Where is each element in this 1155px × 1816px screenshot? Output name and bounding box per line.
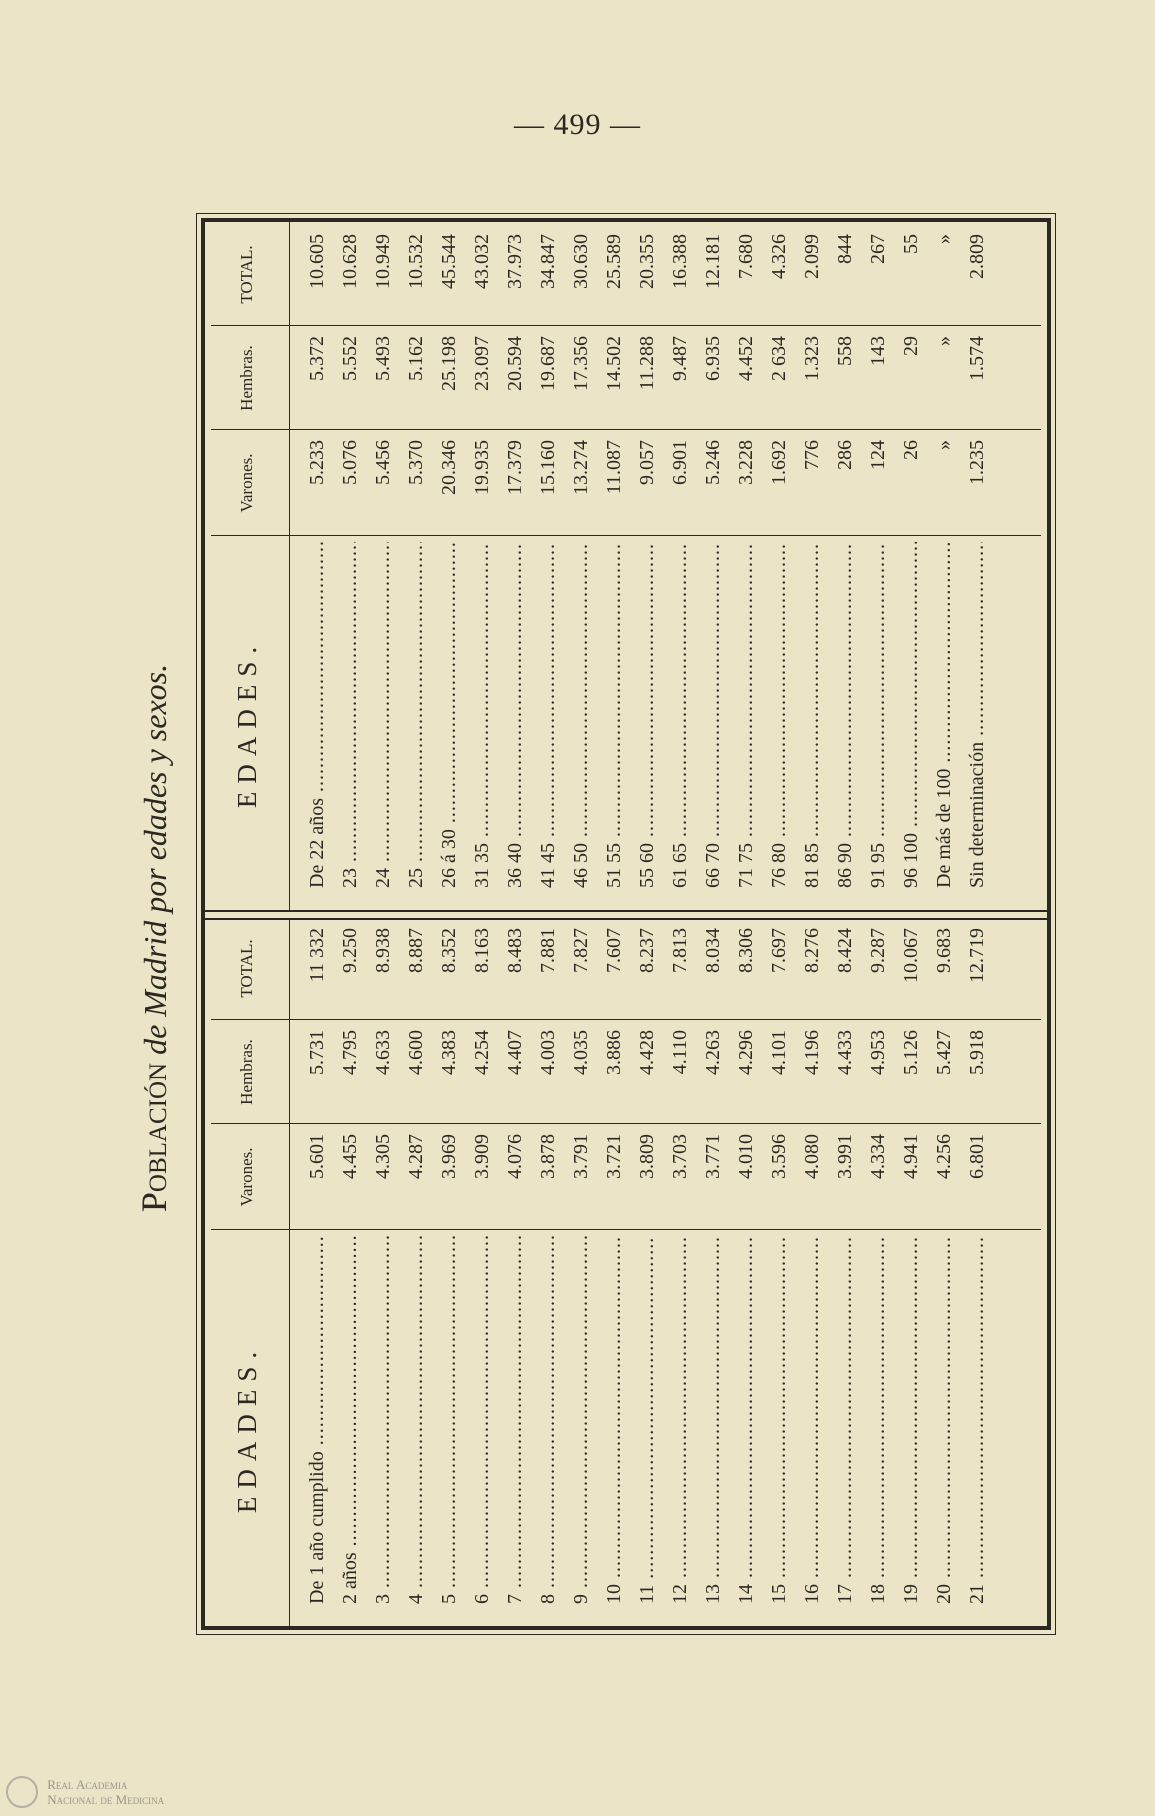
varones-value: 4.305 [372,1134,394,1179]
varones-value: 776 [801,440,823,470]
varones-value: 4.256 [933,1134,955,1179]
table-row [532,918,565,1626]
table-row [367,222,400,910]
age-label: 6 ..... [466,1236,499,1604]
total-value: 30.630 [570,234,592,289]
table-row [928,222,961,910]
table-row [532,222,565,910]
hembras-value: 4.600 [405,1030,427,1075]
age-label: 4 ..... [400,1236,433,1604]
table-row [928,918,961,1626]
varones-value: 3.703 [669,1134,691,1179]
hembras-value: 5.918 [966,1030,988,1075]
table-row [796,222,829,910]
table-row [400,918,433,1626]
age-label: 55 60 ..... [631,542,664,888]
hembras-value: 9.487 [669,336,691,381]
varones-value: 3.228 [735,440,757,485]
hembras-value: 25.198 [438,336,460,391]
total-value: 20.355 [636,234,658,289]
total-value: 55 [900,234,922,254]
varones-value: 15.160 [537,440,559,495]
age-label: 41 45 ..... [532,542,565,888]
header-varones-right: Varones. [237,453,256,513]
varones-value: 4.080 [801,1134,823,1179]
hembras-value: 6.935 [702,336,724,381]
header-total-right: TOTAL. [237,245,256,304]
table-row [862,918,895,1626]
varones-value: 286 [834,440,856,470]
hembras-value: » [933,336,955,346]
total-value: 9.250 [339,928,361,973]
age-label: De más de 100 ..... [928,542,961,888]
hembras-value: 17.356 [570,336,592,391]
total-value: 7.881 [537,928,559,973]
varones-value: 3.969 [438,1134,460,1179]
total-value: 10.532 [405,234,427,289]
table-row [334,222,367,910]
age-label: 36 40 ..... [499,542,532,888]
table-row [631,918,664,1626]
age-label: 9 ..... [565,1236,598,1604]
total-value: 8.237 [636,928,658,973]
varones-value: 4.010 [735,1134,757,1179]
hembras-value: 4.633 [372,1030,394,1075]
table-row [829,918,862,1626]
varones-value: 26 [900,440,922,460]
age-label: De 22 años ..... [301,542,334,888]
title-part-2: de Madrid por edades y sexos. [137,663,173,1055]
watermark-line-2: Nacional de Medicina [47,1792,165,1807]
table-row [631,222,664,910]
total-value: 8.938 [372,928,394,973]
age-label: 15 ..... [763,1236,796,1604]
varones-value: 4.287 [405,1134,427,1179]
age-label: 10 ..... [598,1236,631,1604]
age-label: 51 55 ..... [598,542,631,888]
hembras-value: 5.126 [900,1030,922,1075]
age-label: 13 ..... [697,1236,730,1604]
age-label: 91 95 ..... [862,542,895,888]
varones-value: 17.379 [504,440,526,495]
table-row [499,918,532,1626]
total-value: 8.034 [702,928,724,973]
hembras-value: 4.795 [339,1030,361,1075]
table-row [697,222,730,910]
hembras-value: 5.162 [405,336,427,381]
varones-value: 4.076 [504,1134,526,1179]
age-label: 23 ..... [334,542,367,888]
total-value: 9.683 [933,928,955,973]
hembras-value: 558 [834,336,856,366]
hembras-value: 20.594 [504,336,526,391]
total-value: 34.847 [537,234,559,289]
total-value: 844 [834,234,856,264]
total-value: 8.306 [735,928,757,973]
total-value: » [933,234,955,244]
total-value: 2.809 [966,234,988,279]
table-row [697,918,730,1626]
hembras-value: 4.407 [504,1030,526,1075]
header-edades-right: EDADES. [232,638,262,809]
age-label: 5 ..... [433,1236,466,1604]
right-rows [301,222,994,910]
right-table-block [205,222,1047,910]
age-label: 19 ..... [895,1236,928,1604]
table-row [301,918,334,1626]
varones-value: 5.456 [372,440,394,485]
age-label: 25 ..... [400,542,433,888]
total-value: 8.163 [471,928,493,973]
varones-value: 11.087 [603,440,625,495]
hembras-value: 29 [900,336,922,356]
table-row [763,222,796,910]
total-value: 9.287 [867,928,889,973]
hembras-value: 1.574 [966,336,988,381]
table-row [664,222,697,910]
total-value: 7.697 [768,928,790,973]
varones-value: 13.274 [570,440,592,495]
hembras-value: 4.428 [636,1030,658,1075]
total-value: 8.424 [834,928,856,973]
left-rows [301,918,994,1626]
age-label: 46 50 ..... [565,542,598,888]
seal-icon [6,1776,38,1808]
total-value: 7.607 [603,928,625,973]
varones-value: 5.370 [405,440,427,485]
varones-value: 3.771 [702,1134,724,1179]
hembras-value: 14.502 [603,336,625,391]
age-label: Sin determinación ..... [961,542,994,888]
varones-value: 1.692 [768,440,790,485]
hembras-value: 4.254 [471,1030,493,1075]
header-varones-left: Varones. [237,1147,256,1207]
varones-value: 3.596 [768,1134,790,1179]
age-label: 11 ..... [631,1236,664,1604]
total-value: 7.813 [669,928,691,973]
table-row [565,222,598,910]
table-row [895,222,928,910]
rotated-table-area [134,178,1011,1698]
table-row [598,222,631,910]
hembras-value: 4.452 [735,336,757,381]
table-row [829,222,862,910]
table-row [730,222,763,910]
total-value: 10.067 [900,928,922,983]
varones-value: » [933,440,955,450]
hembras-value: 23.097 [471,336,493,391]
age-label: De 1 año cumplido ..... [301,1236,334,1604]
hembras-value: 2 634 [768,336,790,381]
hembras-value: 5.427 [933,1030,955,1075]
total-value: 4.326 [768,234,790,279]
varones-value: 4.455 [339,1134,361,1179]
total-value: 8.887 [405,928,427,973]
hembras-value: 4.196 [801,1030,823,1075]
total-value: 10.949 [372,234,394,289]
varones-value: 3.991 [834,1134,856,1179]
table-row [730,918,763,1626]
age-label: 20 ..... [928,1236,961,1604]
table-row [301,222,334,910]
varones-value: 5.076 [339,440,361,485]
varones-value: 4.941 [900,1134,922,1179]
total-value: 16.388 [669,234,691,289]
double-separator [204,910,1048,920]
total-value: 8.352 [438,928,460,973]
table-row [862,222,895,910]
hembras-value: 11.288 [636,336,658,391]
hembras-value: 5.493 [372,336,394,381]
left-table-block [205,918,1047,1626]
table-row [466,918,499,1626]
table-row [466,222,499,910]
age-label: 96 100 ..... [895,542,928,888]
left-header-row [205,918,290,1626]
age-label: 3 ..... [367,1236,400,1604]
table-row [565,918,598,1626]
table-row [796,918,829,1626]
hembras-value: 1.323 [801,336,823,381]
varones-value: 5.233 [306,440,328,485]
total-value: 8.276 [801,928,823,973]
varones-value: 5.246 [702,440,724,485]
total-value: 8.483 [504,928,526,973]
header-edades-left: EDADES. [232,1343,262,1514]
age-label: 26 á 30 ..... [433,542,466,888]
table-row [961,918,994,1626]
hembras-value: 4.263 [702,1030,724,1075]
population-table [201,218,1051,1630]
varones-value: 3.721 [603,1134,625,1179]
varones-value: 19.935 [471,440,493,495]
age-label: 24 ..... [367,542,400,888]
varones-value: 6.801 [966,1134,988,1179]
total-value: 267 [867,234,889,264]
age-label: 8 ..... [532,1236,565,1604]
age-label: 7 ..... [499,1236,532,1604]
hembras-value: 4.953 [867,1030,889,1075]
table-row [499,222,532,910]
varones-value: 3.878 [537,1134,559,1179]
total-value: 25.589 [603,234,625,289]
total-value: 10.605 [306,234,328,289]
total-value: 7.827 [570,928,592,973]
table-row [400,222,433,910]
table-row [763,918,796,1626]
table-title [129,178,179,1698]
hembras-value: 4.110 [669,1030,691,1075]
varones-value: 20.346 [438,440,460,495]
table-row [895,918,928,1626]
age-label: 17 ..... [829,1236,862,1604]
total-value: 12.719 [966,928,988,983]
varones-value: 9.057 [636,440,658,485]
watermark-line-1: Real Academia [47,1777,128,1792]
total-value: 45.544 [438,234,460,289]
hembras-value: 4.035 [570,1030,592,1075]
hembras-value: 4.296 [735,1030,757,1075]
table-row [961,222,994,910]
hembras-value: 19.687 [537,336,559,391]
total-value: 12.181 [702,234,724,289]
total-value: 7.680 [735,234,757,279]
total-value: 2.099 [801,234,823,279]
age-label: 12 ..... [664,1236,697,1604]
age-label: 16 ..... [796,1236,829,1604]
age-label: 76 80 ..... [763,542,796,888]
age-label: 61 65 ..... [664,542,697,888]
hembras-value: 143 [867,336,889,366]
varones-value: 6.901 [669,440,691,485]
hembras-value: 4.433 [834,1030,856,1075]
hembras-value: 4.003 [537,1030,559,1075]
page-number: — 499 — [514,108,641,141]
table-row [433,918,466,1626]
age-label: 86 90 ..... [829,542,862,888]
age-label: 81 85 ..... [796,542,829,888]
varones-value: 3.809 [636,1134,658,1179]
varones-value: 124 [867,440,889,470]
age-label: 31 35 ..... [466,542,499,888]
table-row [664,918,697,1626]
total-value: 37.973 [504,234,526,289]
varones-value: 3.791 [570,1134,592,1179]
title-part-1: Población [134,1062,174,1213]
watermark [6,1776,164,1808]
hembras-value: 5.731 [306,1030,328,1075]
varones-value: 3.909 [471,1134,493,1179]
table-row [433,222,466,910]
header-hembras-left: Hembras. [237,1039,256,1105]
table-row [598,918,631,1626]
total-value: 10.628 [339,234,361,289]
varones-value: 5.601 [306,1134,328,1179]
age-label: 66 70 ..... [697,542,730,888]
hembras-value: 4.101 [768,1030,790,1075]
table-row [367,918,400,1626]
hembras-value: 3.886 [603,1030,625,1075]
varones-value: 4.334 [867,1134,889,1179]
hembras-value: 5.372 [306,336,328,381]
header-hembras-right: Hembras. [237,345,256,411]
hembras-value: 4.383 [438,1030,460,1075]
age-label: 21 ..... [961,1236,994,1604]
table-row [334,918,367,1626]
total-value: 43.032 [471,234,493,289]
age-label: 18 ..... [862,1236,895,1604]
header-total-left: TOTAL. [237,939,256,998]
hembras-value: 5.552 [339,336,361,381]
age-label: 71 75 ..... [730,542,763,888]
varones-value: 1.235 [966,440,988,485]
age-label: 14 ..... [730,1236,763,1604]
age-label: 2 años ..... [334,1236,367,1604]
total-value: 11 332 [306,928,328,983]
